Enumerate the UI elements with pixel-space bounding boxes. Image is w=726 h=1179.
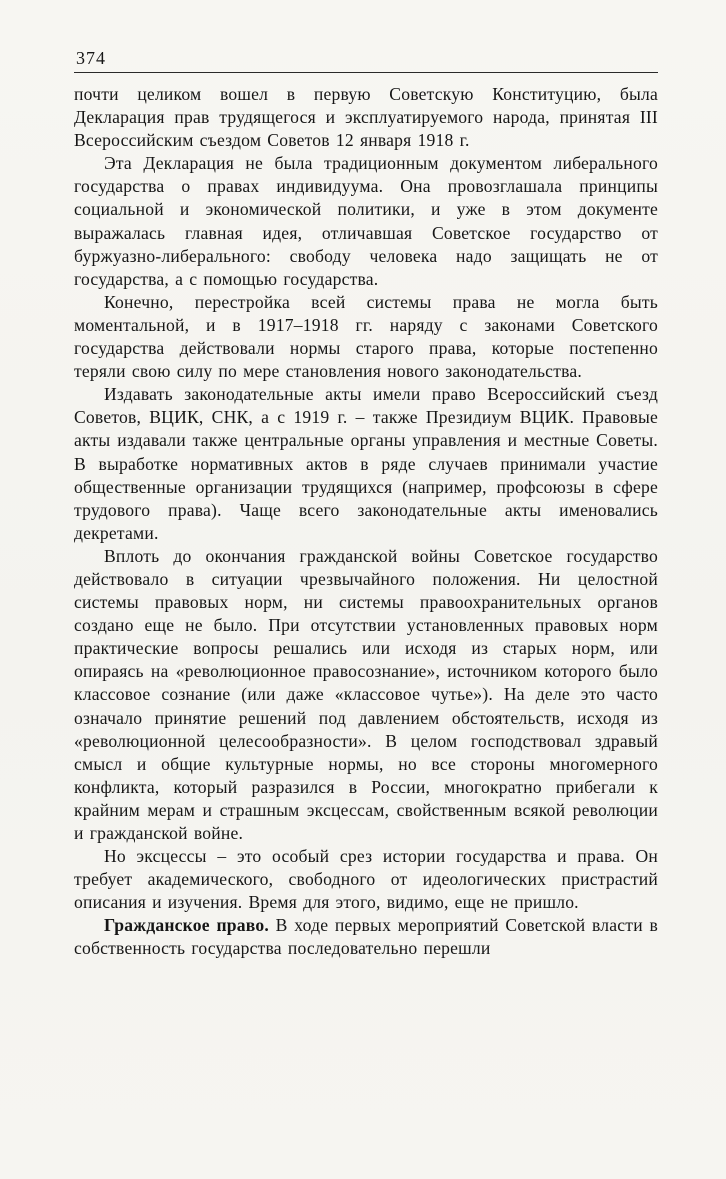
page-number: 374	[76, 48, 106, 68]
paragraph-lead: Гражданское право.	[104, 915, 269, 936]
paragraph	[74, 914, 658, 960]
paragraph: Конечно, перестройка всей системы права не могла быть моментальной, и в 1917–1918 гг. наряду с законами Советского государства действовали нормы старого права, которые постепенно теряли свою силу по мере становления нового законодательства.	[74, 291, 658, 382]
paragraph: Но эксцессы – это особый срез истории государства и права. Он требует академического, свободного от идеологических пристрастий описания и изучения. Время для этого, видимо, еще не пришло.	[74, 846, 658, 913]
page-header	[74, 48, 658, 73]
paragraph: почти целиком вошел в первую Советскую Конституцию, была Декларация прав трудящегося и эксплуатируемого народа, принятая III Всероссийским съездом Советов 12 января 1918 г.	[74, 84, 658, 151]
paragraph: Издавать законодательные акты имели право Всероссийский съезд Советов, ВЦИК, СНК, а с 1919 г. – также Президиум ВЦИК. Правовые акты издавали также центральные органы управления и местные Советы. В выработке нормативных актов в ряде случаев принимали участие общественные организации трудящихся (например, профсоюзы в сфере трудового права). Чаще всего законодательные акты именовались декретами.	[74, 384, 658, 543]
header-rule	[74, 72, 658, 73]
paragraph: Вплоть до окончания гражданской войны Советское государство действовало в ситуации чрезвычайного положения. Ни целостной системы правовых норм, ни системы правоохранительных органов создано еще не было. При отсутствии установленных правовых норм практические вопросы решались или исходя из старых норм, или опираясь на «революционное правосознание», источником которого было классовое сознание (или даже «классовое чутье»). На деле это часто означало принятие решений под давлением обстоятельств, исходя из «революционной целесообразности». В целом господствовал здравый смысл и общие культурные нормы, но все стороны многомерного конфликта, который разразился в России, многократно прибегали к крайним мерам и страшным эксцессам, свойственным всякой революции и гражданской войне.	[74, 545, 658, 843]
body-text	[74, 83, 658, 961]
paragraph-text: В ходе первых мероприятий Советской власти в собственность государства последовательно перешли	[74, 915, 659, 959]
paragraph: Эта Декларация не была традиционным документом либерального государства о правах индивидуума. Она провозглашала принципы социальной и экономической политики, и уже в этом документе выражалась главная идея, отличавшая Советское государство от буржуазно-либерального: свободу человека надо защищать не от государства, а с помощью государства.	[74, 153, 658, 289]
